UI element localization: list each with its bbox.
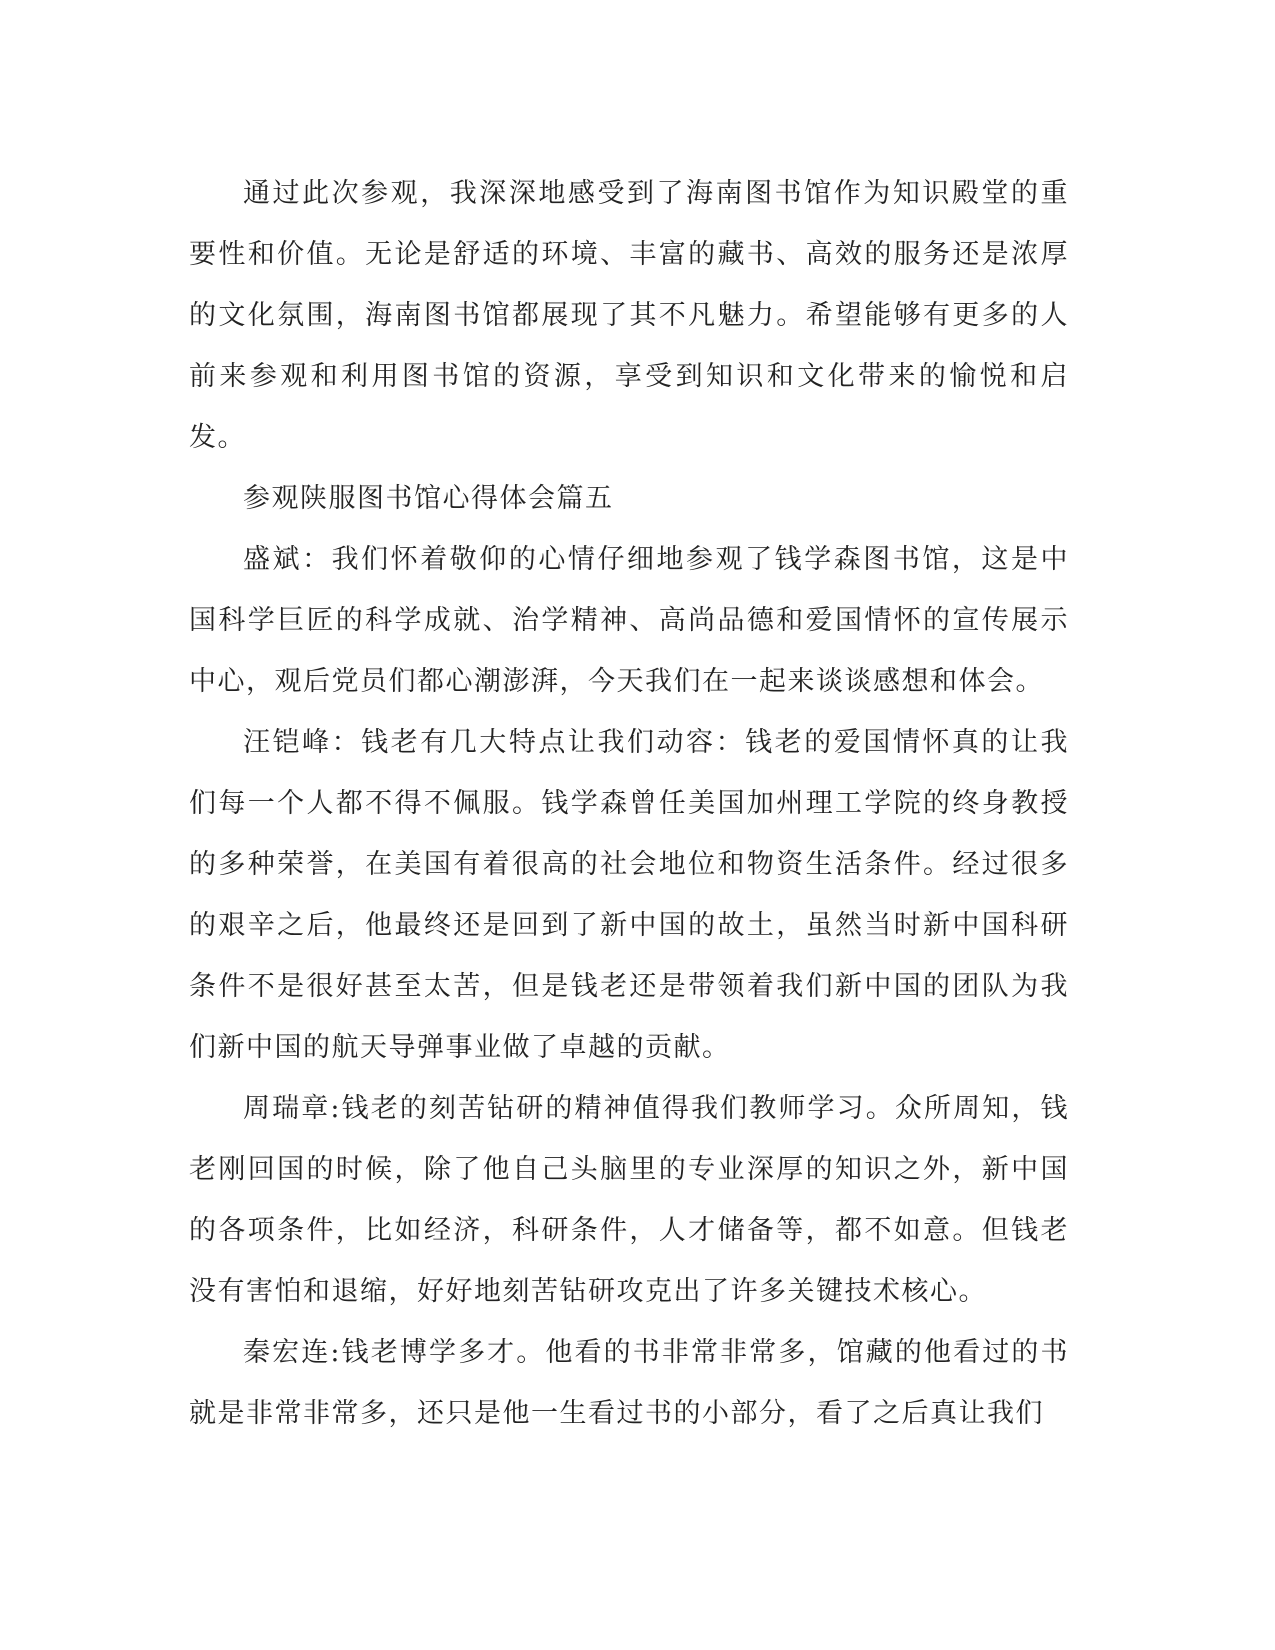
paragraph-zhou-ruizhang: 周瑞章:钱老的刻苦钻研的精神值得我们教师学习。众所周知，钱老刚回国的时候，除了他自己头脑里的专业深厚的知识之外，新中国的各项条件，比如经济，科研条件，人才储备等，都不如意。但钱老没有害怕和退缩，好好地刻苦钻研攻克出了许多关键技术核心。 (189, 1093, 1069, 1307)
paragraph-sheng-bin: 盛斌：我们怀着敬仰的心情仔细地参观了钱学森图书馆，这是中国科学巨匠的科学成就、治学精神、高尚品德和爱国情怀的宣传展示中心，观后党员们都心潮澎湃，今天我们在一起来谈谈感想和体会。 (189, 544, 1069, 697)
paragraph-qin-honglian: 秦宏连:钱老博学多才。他看的书非常非常多，馆藏的他看过的书就是非常非常多，还只是他一生看过书的小部分，看了之后真让我们 (189, 1337, 1069, 1429)
paragraph-wang-kaifeng: 汪铠峰：钱老有几大特点让我们动容：钱老的爱国情怀真的让我们每一个人都不得不佩服。钱学森曾任美国加州理工学院的终身教授的多种荣誉，在美国有着很高的社会地位和物资生活条件。经过很多的艰辛之后，他最终还是回到了新中国的故土，虽然当时新中国科研条件不是很好甚至太苦，但是钱老还是带领着我们新中国的团队为我们新中国的航天导弹事业做了卓越的贡献。 (189, 727, 1069, 1063)
section-heading: 参观陕服图书馆心得体会篇五 (243, 483, 614, 514)
paragraph-conclusion: 通过此次参观，我深深地感受到了海南图书馆作为知识殿堂的重要性和价值。无论是舒适的环境、丰富的藏书、高效的服务还是浓厚的文化氛围，海南图书馆都展现了其不凡魅力。希望能够有更多的人前来参观和利用图书馆的资源，享受到知识和文化带来的愉悦和启发。 (189, 178, 1069, 453)
document-body (189, 163, 1069, 1444)
